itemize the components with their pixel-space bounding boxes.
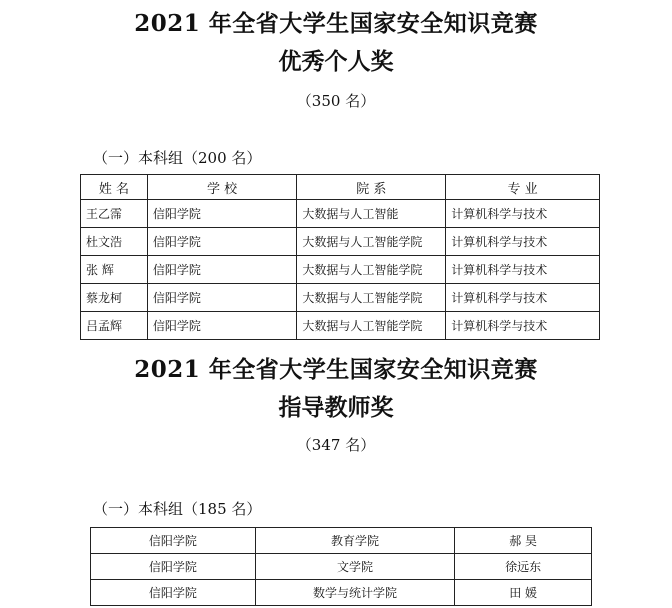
table-row: [91, 554, 592, 580]
cell-school: 信阳学院: [147, 256, 297, 284]
cell-department: 大数据与人工智能学院: [297, 284, 446, 312]
award1-table: [80, 174, 600, 340]
table-row: [81, 284, 600, 312]
header-school: 学 校: [147, 175, 297, 200]
award2-count: （347 名）: [296, 436, 376, 454]
table-row: [81, 228, 600, 256]
award1-title: 2021 年全省大学生国家安全知识竞赛: [134, 10, 538, 37]
award2-section-heading: （一）本科组（185 名）: [93, 500, 262, 518]
header-major: 专 业: [446, 175, 600, 200]
cell-major: 计算机科学与技术: [446, 284, 600, 312]
cell-department: 教育学院: [255, 528, 455, 554]
table-row: [81, 312, 600, 340]
cell-department: 大数据与人工智能: [297, 200, 446, 228]
table-row: [91, 528, 592, 554]
cell-major: 计算机科学与技术: [446, 312, 600, 340]
award2-table: [90, 527, 592, 606]
cell-department: 文学院: [255, 554, 455, 580]
cell-name: 吕孟辉: [81, 312, 148, 340]
cell-department: 数学与统计学院: [255, 580, 455, 606]
cell-major: 计算机科学与技术: [446, 228, 600, 256]
award1-subtitle: 优秀个人奖: [278, 48, 394, 75]
award1-count: （350 名）: [296, 92, 376, 110]
cell-major: 计算机科学与技术: [446, 256, 600, 284]
cell-name: 蔡龙柯: [81, 284, 148, 312]
cell-major: 计算机科学与技术: [446, 200, 600, 228]
cell-school: 信阳学院: [91, 580, 256, 606]
cell-department: 大数据与人工智能学院: [297, 228, 446, 256]
table-row: [81, 200, 600, 228]
cell-name: 张 辉: [81, 256, 148, 284]
table-row: [81, 256, 600, 284]
cell-teacher: 田 媛: [455, 580, 592, 606]
award1-section-heading: （一）本科组（200 名）: [93, 149, 262, 167]
table-row: [91, 580, 592, 606]
cell-school: 信阳学院: [147, 200, 297, 228]
cell-school: 信阳学院: [147, 228, 297, 256]
cell-school: 信阳学院: [147, 284, 297, 312]
table-header-row: [81, 175, 600, 200]
award2-subtitle: 指导教师奖: [278, 394, 394, 421]
cell-teacher: 郝 昊: [455, 528, 592, 554]
cell-school: 信阳学院: [91, 554, 256, 580]
cell-school: 信阳学院: [147, 312, 297, 340]
award2-title: 2021 年全省大学生国家安全知识竞赛: [134, 356, 538, 383]
cell-school: 信阳学院: [91, 528, 256, 554]
cell-department: 大数据与人工智能学院: [297, 256, 446, 284]
cell-department: 大数据与人工智能学院: [297, 312, 446, 340]
cell-name: 王乙霈: [81, 200, 148, 228]
cell-teacher: 徐远东: [455, 554, 592, 580]
header-name: 姓 名: [81, 175, 148, 200]
cell-name: 杜文浩: [81, 228, 148, 256]
header-department: 院 系: [297, 175, 446, 200]
